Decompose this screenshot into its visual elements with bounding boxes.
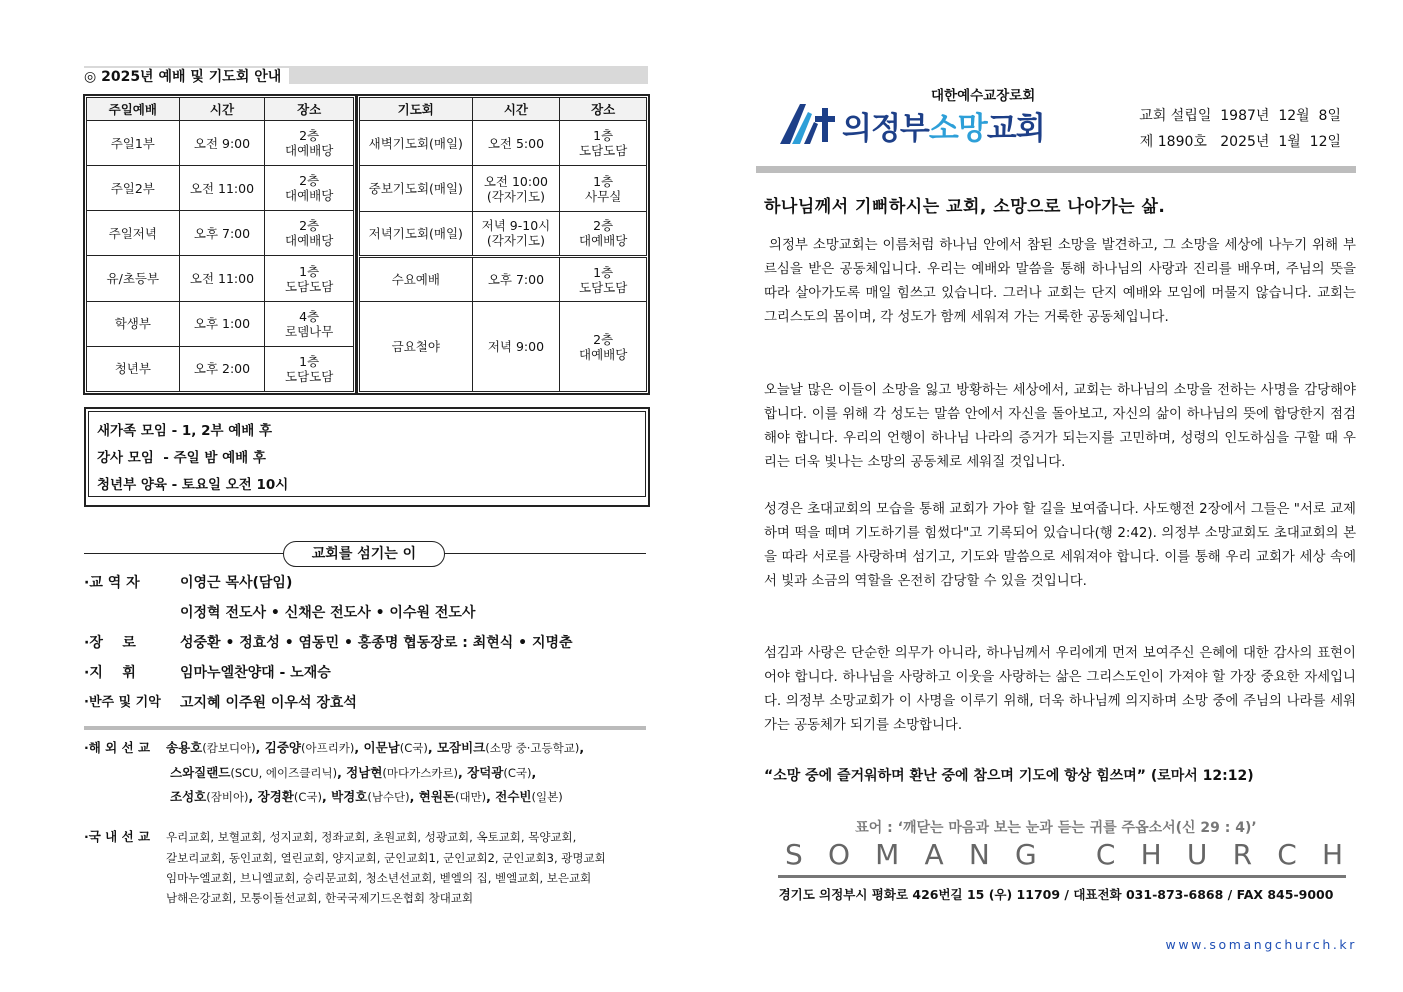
prayer-header-row [360,98,647,121]
prayer-time-main: 저녁 9-10시 [481,218,551,234]
prayer-place-room: 대예배당 [579,346,628,362]
brand-letter: G [1014,838,1039,871]
domestic-mission-line: 남해은강교회, 모퉁이돌선교회, 한국국제기드온협회 창대교회 [166,891,474,905]
prayer-header-time: 시간 [472,98,560,121]
worship-place [265,166,354,211]
prayer-place [560,211,647,256]
server-label: ·반주 및 기악 [84,695,161,710]
worship-place-room: 도담도담 [285,368,334,384]
prayer-row [360,257,647,302]
denomination: 대한예수교장로회 [931,88,1036,104]
church-name-part-a: 의정부 [842,111,929,147]
brand-letter: H [1140,838,1164,871]
brand-letter: S [785,838,805,871]
worship-place-floor: 4층 [299,308,320,324]
server-value: 이영근 목사(담임) [180,575,293,591]
article-paragraph: 섬김과 사랑은 단순한 의무가 아니라, 하나님께서 우리에게 먼저 보여주신 은혜에 대한 감사의 표현이어야 합니다. 하나님을 사랑하고 이웃을 사랑하는 삶은 그리스도인이 가져야 할 가장 중요한 자세입니다. 의정부 소망교회가 이 사명을 이루기 위해, 더욱 하나님께 의지하며 소망 중에 주님의 나라를 세워가는 공동체가 되기를 소망합니다. [764,646,1356,733]
missionary-name: , 장덕광 [458,765,504,780]
worship-place-floor: 2층 [299,218,320,234]
notice-box [84,407,650,507]
notice-line: 새가족 모임 - 1, 2부 예배 후 [97,423,273,439]
prayer-time-note: (각자기도) [486,188,545,204]
missionary-name: , 이문남 [354,740,400,755]
mission-location: (일본) [531,790,563,804]
worship-row [87,346,354,391]
article-paragraph: 오늘날 많은 이들이 소망을 잃고 방황하는 세상에서, 교회는 하나님의 소망을 전하는 사명을 감당해야 합니다. 이를 위해 각 성도는 말씀 안에서 자신을 돌아보고, 자신의 삶이 하나님의 뜻에 합당한지 점검해야 합니다. 우리의 언행이 하나님 나라의 증거가 되는지를 고민하며, 성령의 인도하심을 구할 때 우리는 더욱 빛나는 소망의 공동체로 세워질 것입니다. [764,383,1356,470]
notice-box-inner [88,411,646,497]
worship-place [265,346,354,391]
overseas-mission-line [166,739,584,757]
worship-time: 오전 9:00 [179,121,265,166]
prayer-time [472,211,560,256]
prayer-time-main: 오전 5:00 [487,135,545,151]
worship-time: 오전 11:00 [179,166,265,211]
prayer-place [560,166,647,211]
worship-header-row [87,98,354,121]
prayer-place-room: 도담도담 [579,143,628,159]
missionary-name: , 장경환 [248,789,294,804]
mission-location: (캄보디아) [202,741,256,755]
worship-place-room: 대예배당 [285,233,334,249]
overseas-mission-line [170,788,563,806]
mission-location: (대만) [454,790,487,804]
notice-line: 강사 모임 - 주일 밤 예배 후 [97,450,266,466]
prayer-place-room: 대예배당 [579,233,628,249]
worship-place [265,121,354,166]
worship-row [87,256,354,301]
mission-location: (남수단) [367,790,410,804]
worship-name: 주일1부 [87,121,180,166]
prayer-row [360,166,647,211]
worship-schedule-box [83,94,357,395]
overseas-mission-line [170,764,536,782]
server-value: 성중환 • 정효성 • 염동민 • 홍종명 협동장로 : 최현식 • 지명춘 [180,635,573,651]
missionary-name: , 정남현 [337,765,383,780]
worship-name: 주일2부 [87,166,180,211]
servers-title: 교회를 섬기는 이 [283,541,445,567]
mission-location: (SCU, 에이즈클리닉) [230,766,338,780]
missionary-name: , [579,740,585,755]
mission-location: (마다가스카르) [382,766,459,780]
prayer-time-main: 오후 7:00 [487,272,545,288]
prayer-schedule-table [359,97,647,392]
missionary-name: , 모잠비크 [427,740,486,755]
founded-date: 교회 설립일 1987년 12월 8일 [1139,108,1341,124]
missionary-name: , [531,765,537,780]
prayer-time-main: 오전 10:00 [483,173,549,189]
brand-letter: C [1095,838,1118,871]
prayer-place-floor: 1층 [593,128,614,144]
server-label: ·장 로 [84,635,136,651]
missionary-name: 조성호 [170,789,207,804]
server-value: 임마누엘찬양대 - 노재승 [180,665,331,681]
prayer-time-main: 저녁 9:00 [487,339,545,355]
prayer-place-room: 도담도담 [579,279,628,295]
domestic-mission-line: 우리교회, 보혈교회, 성지교회, 정좌교회, 초원교회, 성광교회, 옥토교회, 목양교회, [166,830,577,844]
mission-location: (C국) [293,790,322,804]
prayer-schedule-box [356,94,650,395]
prayer-place-floor: 1층 [593,173,614,189]
worship-time: 오후 7:00 [179,211,265,256]
missionary-name: , 박경호 [322,789,368,804]
worship-place-room: 도담도담 [285,278,334,294]
domestic-mission-line: 갈보리교회, 동인교회, 열린교회, 양지교회, 군인교회1, 군인교회2, 군인교회3, 광명교회 [166,851,606,865]
prayer-row [360,121,647,166]
worship-place-room: 로뎀나무 [285,323,334,339]
prayer-name: 수요예배 [360,257,473,302]
missionary-name: , 전수빈 [486,789,532,804]
missionary-name: , 현원돈 [409,789,455,804]
brand-letter: A [924,838,946,871]
worship-place [265,211,354,256]
worship-row [87,301,354,346]
worship-place-room: 대예배당 [285,188,334,204]
worship-header-name: 주일예배 [87,98,180,121]
brand-letter: C [1277,838,1299,871]
schedule-title-text: ◎ 2025년 예배 및 기도회 안내 [84,68,289,86]
worship-place-floor: 2층 [299,128,320,144]
worship-schedule-table [86,97,354,392]
worship-row [87,121,354,166]
worship-time: 오전 11:00 [179,256,265,301]
prayer-header-name: 기도회 [360,98,473,121]
bible-verse: “소망 중에 즐거워하며 환난 중에 참으며 기도에 항상 힘쓰며” (로마서 12:12) [764,768,1254,784]
prayer-row [360,302,647,392]
prayer-time [472,257,560,302]
prayer-place-room: 사무실 [585,188,622,204]
worship-row [87,211,354,256]
church-name-logo [842,103,1045,148]
missionary-name: 송용호 [166,740,203,755]
church-motto: 표어 : ‘깨닫는 마음과 보는 눈과 듣는 귀를 주옵소서(신 29 : 4)’ [855,820,1257,836]
server-value: 고지혜 이주원 이우석 장효석 [180,695,357,711]
prayer-time [472,302,560,392]
prayer-name: 새벽기도회(매일) [360,121,473,166]
church-name-part-b: 소망 [928,111,987,147]
church-address: 경기도 의정부시 평화로 426번길 15 (우) 11709 / 대표전화 031-873-6868 / FAX 845-9000 [778,887,1334,902]
prayer-row [360,211,647,256]
article-headline: 하나님께서 기뻐하시는 교회, 소망으로 나아가는 삶. [764,197,1166,217]
prayer-place [560,121,647,166]
server-label: ·지 휘 [84,665,136,681]
worship-place [265,301,354,346]
mission-location: (C국) [503,766,532,780]
prayer-place-floor: 1층 [593,264,614,280]
missionary-name: , 김중양 [255,740,301,755]
footer-divider [778,875,1346,878]
worship-time: 오후 2:00 [179,346,265,391]
notice-line: 청년부 양육 - 토요일 오전 10시 [97,477,289,493]
server-value: 이정혁 전도사 • 신채은 전도사 • 이수원 전도사 [180,605,476,621]
article-paragraph: 성경은 초대교회의 모습을 통해 교회가 가야 할 길을 보여줍니다. 사도행전 2장에서 그들은 "서로 교제하며 떡을 떼며 기도하기를 힘썼다"고 기록되어 있습니다(행 2:42). 의정부 소망교회도 초대교회의 본을 따라 서로를 사랑하며 섬기고, 기도와 말씀으로 세워져야 합니다. 이를 통해 우리 교회가 세상 속에서 빛과 소금의 역할을 온전히 감당할 수 있을 것입니다. [764,502,1356,589]
brand-wordmark [785,838,1345,871]
mission-divider [84,726,646,730]
brand-letter: H [1321,838,1345,871]
missionary-name: 스와질랜드 [170,765,231,780]
brand-letter: O [827,838,852,871]
server-label: ·교 역 자 [84,575,140,591]
website-link[interactable]: www.somangchurch.kr [1165,937,1357,952]
prayer-name: 금요철야 [360,302,473,392]
worship-header-time: 시간 [179,98,265,121]
worship-row [87,166,354,211]
worship-name: 주일저녁 [87,211,180,256]
mission-location: (소망 중·고등학교) [485,741,580,755]
brand-letter [1062,838,1073,871]
worship-place-room: 대예배당 [285,143,334,159]
mission-location: (잠비아) [206,790,249,804]
worship-place-floor: 2층 [299,173,320,189]
domestic-mission-line: 임마누엘교회, 브니엘교회, 승리문교회, 청소년선교회, 벧엘의 집, 벧엘교회, 보은교회 [166,871,592,885]
worship-place [265,256,354,301]
prayer-name: 중보기도회(매일) [360,166,473,211]
church-name-part-c: 교회 [986,111,1045,147]
worship-name: 청년부 [87,346,180,391]
worship-place-floor: 1층 [299,263,320,279]
brand-letter: N [968,838,992,871]
prayer-time [472,166,560,211]
mission-location: (아프리카) [300,741,355,755]
church-logo-icon [778,100,842,146]
brand-letter: M [875,838,902,871]
prayer-place-floor: 2층 [593,331,614,347]
mission-location: (C국) [399,741,428,755]
worship-time: 오후 1:00 [179,301,265,346]
prayer-place [560,302,647,392]
worship-header-place: 장소 [265,98,354,121]
prayer-header-place: 장소 [560,98,647,121]
brand-letter: R [1232,838,1255,871]
prayer-name: 저녁기도회(매일) [360,211,473,256]
domestic-mission-label: ·국 내 선 교 [84,829,151,844]
schedule-section-title [84,66,648,84]
article-paragraph: 의정부 소망교회는 이름처럼 하나님 안에서 참된 소망을 발견하고, 그 소망을 세상에 나누기 위해 부르심을 받은 공동체입니다. 우리는 예배와 말씀을 통해 하나님의 사랑과 진리를 배우며, 주님의 뜻을 따라 살아가도록 매일 힘쓰고 있습니다. 그러나 교회는 단지 예배와 모임에 머물지 않습니다. 교회는 그리스도의 몸이며, 각 성도가 함께 세워져 가는 거룩한 공동체입니다. [764,238,1361,325]
prayer-time-note: (각자기도) [486,233,545,249]
overseas-mission-label: ·해 외 선 교 [84,740,151,755]
prayer-place-floor: 2층 [593,218,614,234]
worship-name: 유/초등부 [87,256,180,301]
brand-letter: U [1186,838,1210,871]
worship-name: 학생부 [87,301,180,346]
issue-info: 제 1890호 2025년 1월 12일 [1139,134,1341,150]
worship-place-floor: 1층 [299,353,320,369]
prayer-time [472,121,560,166]
prayer-place [560,257,647,302]
header-bar [756,166,1356,173]
